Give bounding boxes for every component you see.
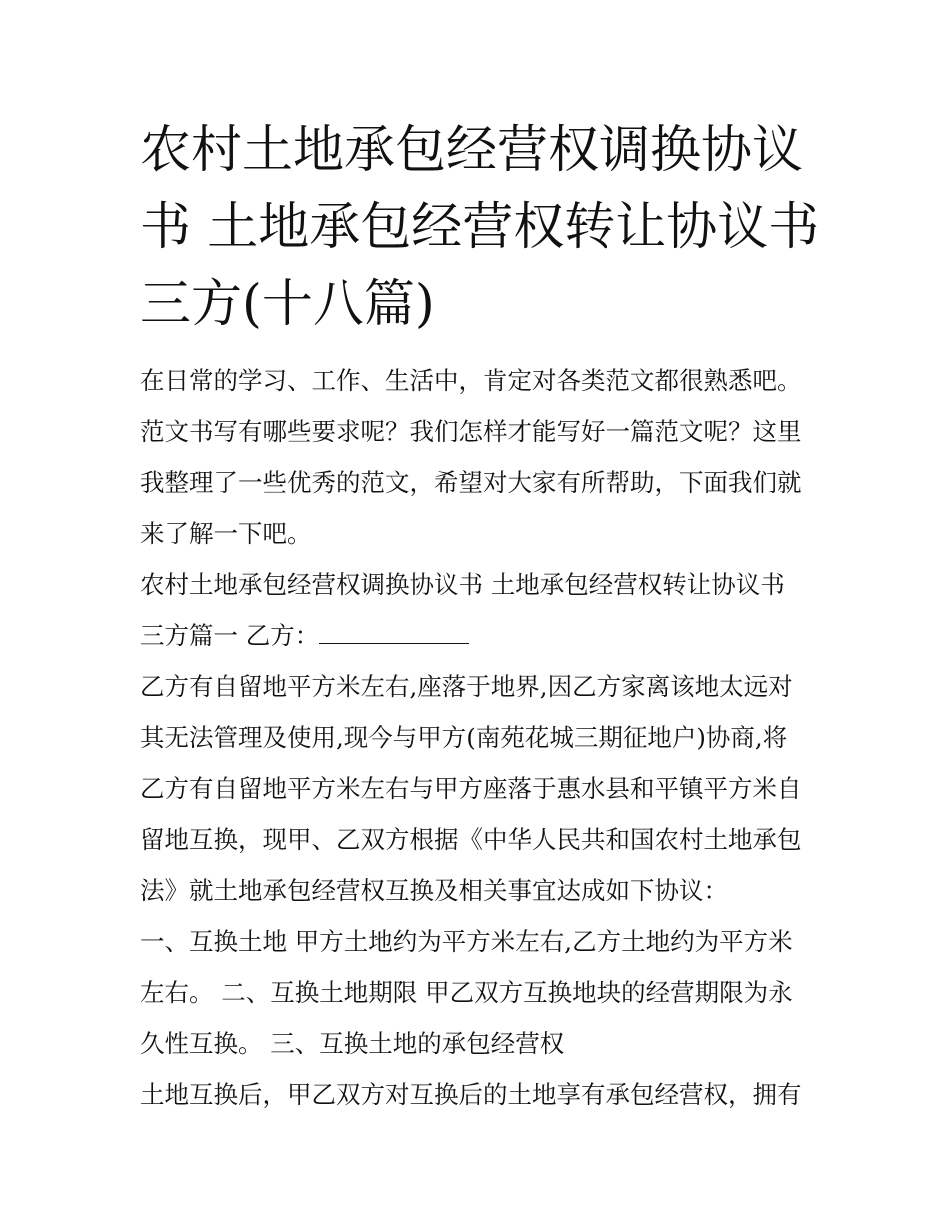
party-b-label: 三方篇一 乙方：	[140, 621, 320, 650]
body-line: 左右。 二、互换土地期限 甲乙双方互换地块的经营期限为永	[140, 978, 793, 1007]
blank-underline	[319, 623, 469, 644]
body-line: 范文书写有哪些要求呢？我们怎样才能写好一篇范文呢？这里	[140, 417, 802, 446]
body-line: 留地互换，现甲、乙双方根据《中华人民共和国农村土地承包	[140, 825, 802, 854]
body-line: 我整理了一些优秀的范文，希望对大家有所帮助，下面我们就	[140, 468, 802, 497]
body-line: 乙方有自留地平方米左右与甲方座落于惠水县和平镇平方米自	[140, 774, 802, 803]
document-body	[140, 355, 840, 1120]
body-line: 久性互换。 三、互换土地的承包经营权	[140, 1029, 565, 1058]
body-line: 农村土地承包经营权调换协议书 土地承包经营权转让协议书	[140, 570, 785, 599]
body-line: 在日常的学习、工作、生活中，肯定对各类范文都很熟悉吧。	[140, 366, 802, 395]
title-line-2: 书 土地承包经营权转让协议书	[140, 198, 820, 257]
body-line: 来了解一下吧。	[140, 519, 312, 548]
body-line: 土地互换后，甲乙双方对互换后的土地享有承包经营权，拥有	[140, 1080, 802, 1109]
body-line: 一、互换土地 甲方土地约为平方米左右,乙方土地约为平方米	[140, 927, 793, 956]
title-line-1: 农村土地承包经营权调换协议	[140, 121, 804, 180]
title-line-3: 三方(十八篇)	[140, 275, 435, 334]
body-line-with-blank	[140, 610, 840, 661]
body-line: 其无法管理及使用,现今与甲方(南苑花城三期征地户)协商,将	[140, 723, 788, 752]
body-line: 法》就土地承包经营权互换及相关事宜达成如下协议：	[140, 876, 728, 905]
document-title	[140, 112, 830, 343]
body-line: 乙方有自留地平方米左右,座落于地界,因乙方家离该地太远对	[140, 672, 793, 701]
